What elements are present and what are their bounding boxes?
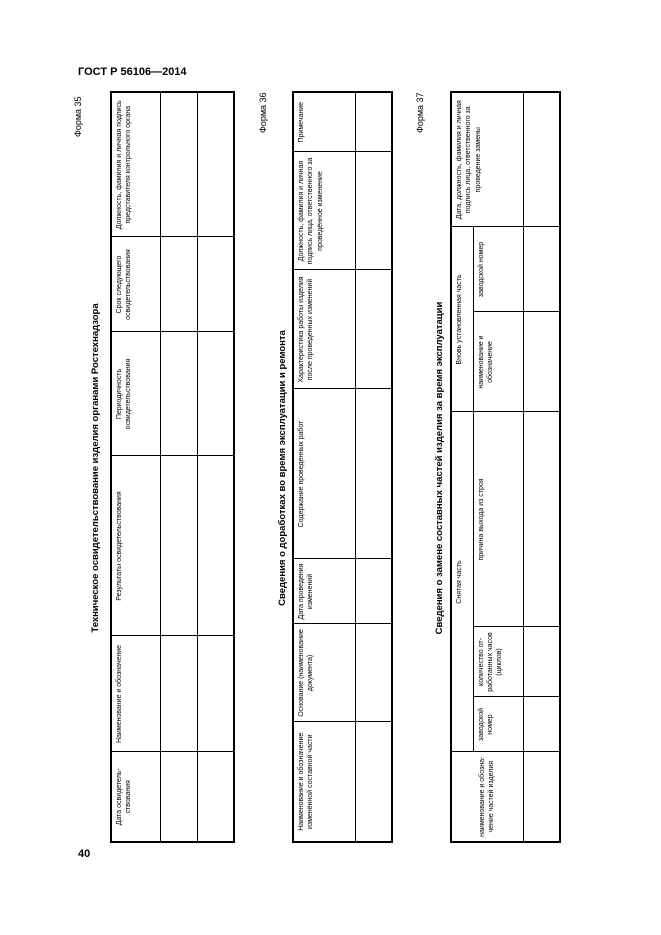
form-35-cell[interactable]: [197, 332, 234, 456]
form-36-header-content: Содержание проведенных работ: [293, 389, 355, 559]
form-35-cell[interactable]: [197, 456, 234, 636]
form-35-header-date: Дата освидетельствования: [111, 752, 160, 842]
form-35-header-next-date: Срок следующего освидетельствования: [111, 237, 160, 332]
form-37-label: Форма 37: [415, 92, 425, 133]
form-35-cell[interactable]: [160, 332, 197, 456]
form-36-header-row: [293, 92, 355, 842]
form-36-header-note: Примечание: [293, 92, 355, 152]
form-35-cell[interactable]: [160, 636, 197, 752]
form-37-header-removed-reason: причина выхода из строя: [473, 412, 523, 627]
form-37-cell[interactable]: [523, 312, 560, 412]
form-37-header-installed-name: наименование и обозначение: [473, 312, 523, 412]
form-35-caption: Техническое освидетельствование изделия органами Ростехнадзора: [90, 303, 101, 633]
form-35-cell[interactable]: [197, 237, 234, 332]
form-36-header-part: Наименование и обозначение изменённой составной части: [293, 722, 355, 842]
form-36-cell[interactable]: [355, 624, 392, 722]
form-37-group-installed: Вновь установленная часть: [451, 227, 473, 412]
form-37-cell[interactable]: [523, 412, 560, 627]
form-35-cell[interactable]: [197, 752, 234, 842]
form-37-header-responsible: Дата, должность, фамилия и личная подпись лица, ответственного за проведение замены: [451, 92, 523, 227]
form-37-header-parts: наименование и обозначение частей изделия: [451, 752, 523, 842]
form-37-header-removed-hours: количество отработанных часов (циклов): [473, 627, 523, 697]
form-37-cell[interactable]: [523, 627, 560, 697]
form-36-caption: Сведения о доработках во время эксплуатации и ремонта: [277, 330, 288, 606]
form-36-cell[interactable]: [355, 92, 392, 152]
form-37-caption: Сведения о замене составных частей изделия за время эксплуатации: [434, 301, 445, 635]
form-35-table: [110, 91, 235, 843]
form-36-cell[interactable]: [355, 722, 392, 842]
form-37-empty-row: [523, 92, 560, 842]
form-37-cell[interactable]: [523, 227, 560, 312]
form-37-cell[interactable]: [523, 752, 560, 842]
form-36-header-responsible: Должность, фамилия и личная подпись лица, ответственного за проведённое изменение: [293, 152, 355, 270]
form-37-cell[interactable]: [523, 92, 560, 227]
form-35-header-inspector: Должность, фамилия и личная подпись представителя контрольного органа: [111, 92, 160, 237]
form-36-table: [292, 91, 393, 843]
document-header: ГОСТ Р 56106—2014: [78, 66, 187, 78]
form-37-header-installed-serial: заводской номер: [473, 227, 523, 312]
form-36-cell[interactable]: [355, 389, 392, 559]
form-36-table-wrap: [292, 91, 393, 843]
page-number: 40: [78, 848, 91, 860]
form-35-cell[interactable]: [160, 752, 197, 842]
form-35-cell[interactable]: [160, 456, 197, 636]
form-36-empty-row: [355, 92, 392, 842]
form-35-cell[interactable]: [197, 636, 234, 752]
form-37-header-removed-serial: заводской номер: [473, 697, 523, 752]
form-37-group-removed: Снятая часть: [451, 412, 473, 752]
form-37-table-wrap: [450, 91, 561, 843]
form-35-header-periodicity: Периодичность освидетельствования: [111, 332, 160, 456]
form-36-header-date: Дата проведения изменений: [293, 559, 355, 624]
form-35-empty-row: [197, 92, 234, 842]
form-36-cell[interactable]: [355, 270, 392, 389]
form-35-cell[interactable]: [197, 92, 234, 237]
form-36-cell[interactable]: [355, 559, 392, 624]
form-35-header-row: [111, 92, 160, 842]
form-35-empty-row: [160, 92, 197, 842]
form-36-label: Форма 36: [258, 92, 268, 133]
form-36-cell[interactable]: [355, 152, 392, 270]
form-35-header-results: Результаты освидетельствования: [111, 456, 160, 636]
form-37-table: [450, 91, 561, 843]
form-37-cell[interactable]: [523, 697, 560, 752]
form-36-header-basis: Основание (наименование документа): [293, 624, 355, 722]
form-35-label: Форма 35: [73, 96, 83, 137]
form-36-header-characteristic: Характеристика работы изделия после проведенных изменений: [293, 270, 355, 389]
form-35-header-name: Наименование и обозначение: [111, 636, 160, 752]
form-35-table-wrap: [110, 91, 235, 843]
form-35-cell[interactable]: [160, 237, 197, 332]
form-37-group-row: [451, 92, 473, 842]
form-35-cell[interactable]: [160, 92, 197, 237]
